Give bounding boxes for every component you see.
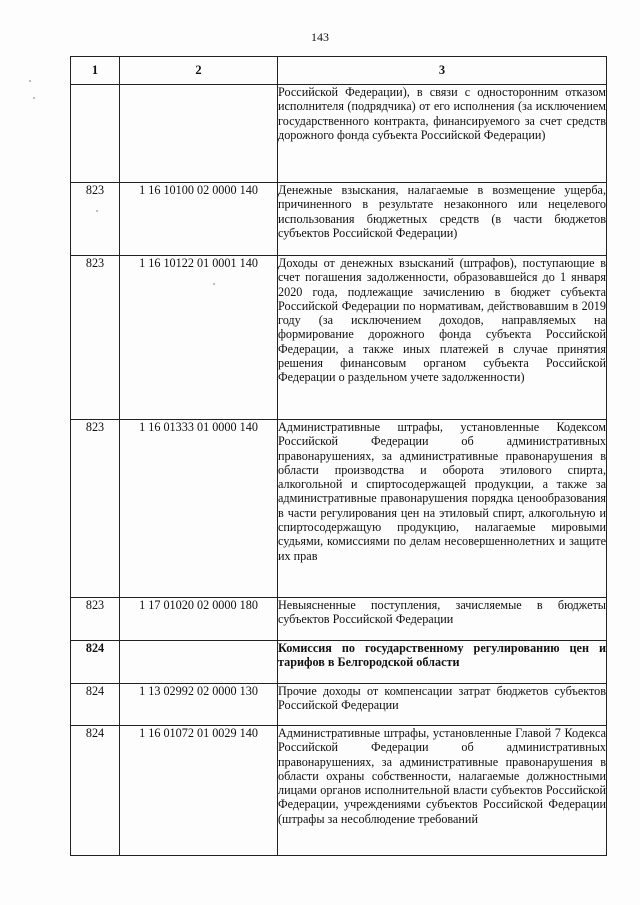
table-header-row <box>71 57 607 85</box>
scan-speck <box>213 283 215 285</box>
description-cell: Денежные взыскания, налагаемые в возмещение ущерба, причиненного в результате незаконного или нецелевого использования бюджетных средств (в части бюджетов субъектов Российской Федерации) <box>278 183 607 256</box>
page-number: 143 <box>311 30 329 44</box>
budget-code-cell: 1 17 01020 02 0000 180 <box>120 598 278 641</box>
budget-code-cell <box>120 85 278 183</box>
table-row <box>71 256 607 420</box>
table-row-section-heading <box>71 641 607 684</box>
table-row <box>71 598 607 641</box>
table-row <box>71 183 607 256</box>
budget-code-cell: 1 16 01072 01 0029 140 <box>120 726 278 856</box>
description-cell: Невыясненные поступления, зачисляемые в бюджеты субъектов Российской Федерации <box>278 598 607 641</box>
section-heading-cell: Комиссия по государственному регулированию цен и тарифов в Белгородской области <box>278 641 607 684</box>
admin-code-cell: 823 <box>71 256 120 420</box>
revenue-codes-table <box>70 56 607 856</box>
column-header-2: 2 <box>120 57 278 85</box>
budget-code-cell: 1 13 02992 02 0000 130 <box>120 684 278 726</box>
admin-code-cell: 824 <box>71 641 120 684</box>
admin-code-cell <box>71 85 120 183</box>
admin-code-cell: 823 <box>71 183 120 256</box>
admin-code-cell: 823 <box>71 598 120 641</box>
description-cell: Прочие доходы от компенсации затрат бюджетов субъектов Российской Федерации <box>278 684 607 726</box>
description-cell: Доходы от денежных взысканий (штрафов), поступающие в счет погашения задолженности, образовавшейся до 1 января 2020 года, подлежащие зачислению в бюджет субъекта Российской Федерации по нормативам, действовавшим в 2019 году (за исключением доходов, направляемых на формирование дорожного фонда субъекта Российской Федерации, а также иных платежей в случае принятия решения финансовым органом субъекта Российской Федерации о раздельном учете задолженности) <box>278 256 607 420</box>
table-row <box>71 726 607 856</box>
scan-speck <box>96 210 98 212</box>
scan-speck <box>33 97 35 99</box>
description-cell: Административные штрафы, установленные Главой 7 Кодекса Российской Федерации об административных правонарушениях, за административные правонарушения в области охраны собственности, налагаемые должностными лицами органов исполнительной власти субъектов Российской Федерации, учреждениями субъектов Российской Федерации (штрафы за несоблюдение требований <box>278 726 607 856</box>
budget-code-cell: 1 16 01333 01 0000 140 <box>120 420 278 598</box>
admin-code-cell: 823 <box>71 420 120 598</box>
description-cell: Административные штрафы, установленные Кодексом Российской Федерации об административных правонарушениях, за административные правонарушения в области производства и оборота этилового спирта, алкогольной и спиртосодержащей продукции, а также за административные правонарушения порядка ценообразования в части регулирования цен на этиловый спирт, алкогольную и спиртосодержащую продукцию, налагаемые мировыми судьями, комиссиями по делам несовершеннолетних и защите их прав <box>278 420 607 598</box>
column-header-3: 3 <box>278 57 607 85</box>
description-cell: Российской Федерации), в связи с односторонним отказом исполнителя (подрядчика) от его исполнения (за исключением государственного контракта, финансируемого за счет средств дорожного фонда субъекта Российской Федерации) <box>278 85 607 183</box>
table-row <box>71 420 607 598</box>
column-header-1: 1 <box>71 57 120 85</box>
scan-speck <box>29 80 31 82</box>
budget-code-cell <box>120 641 278 684</box>
admin-code-cell: 824 <box>71 684 120 726</box>
table-row <box>71 684 607 726</box>
admin-code-cell: 824 <box>71 726 120 856</box>
table-row <box>71 85 607 183</box>
budget-code-cell: 1 16 10100 02 0000 140 <box>120 183 278 256</box>
budget-code-cell: 1 16 10122 01 0001 140 <box>120 256 278 420</box>
